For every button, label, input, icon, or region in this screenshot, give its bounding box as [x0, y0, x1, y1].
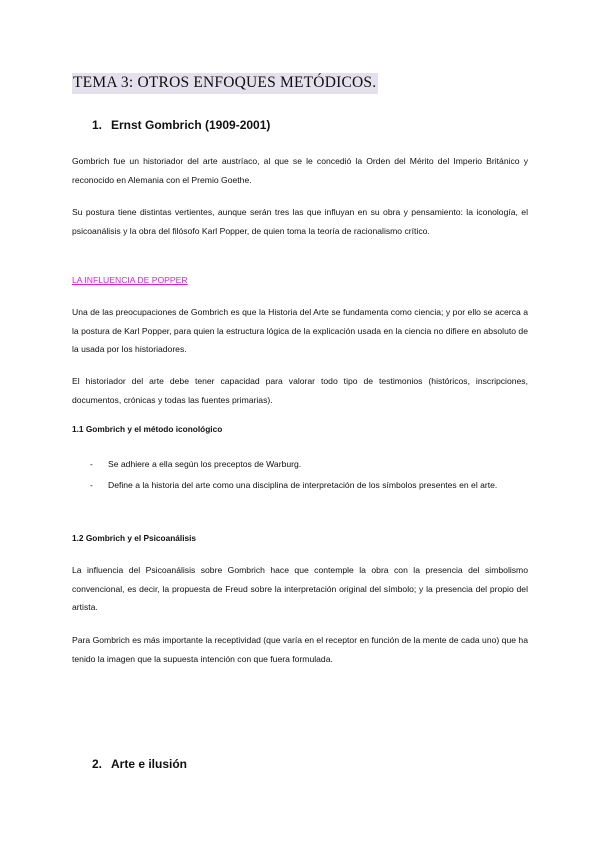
subsection-1-1-heading: 1.1 Gombrich y el método iconológico	[72, 424, 223, 434]
list-item	[90, 456, 528, 474]
page-title: TEMA 3: OTROS ENFOQUES METÓDICOS.	[72, 73, 378, 94]
list-item-text: Define a la historia del arte como una disciplina de interpretación de los símbolos presentes en el arte.	[108, 480, 498, 490]
section-1-heading	[92, 118, 270, 132]
list-item-text: Se adhiere a ella según los preceptos de Warburg.	[108, 459, 302, 469]
bullet-dash: -	[90, 459, 93, 469]
section-2-heading	[92, 757, 187, 771]
bullet-dash: -	[90, 480, 93, 490]
section-1-number: 1.	[92, 118, 103, 132]
section-2-title: Arte e ilusión	[111, 757, 188, 771]
paragraph-receptividad: Para Gombrich es más importante la receptividad (que varía en el receptor en función de la mente de cada uno) que ha tenido la imagen que la supuesta intención con que fuera formulada.	[72, 635, 528, 664]
paragraph-gombrich-postura: Su postura tiene distintas vertientes, aunque serán tres las que influyan en su obra y pensamiento: la iconología, el psicoanálisis y la obra del filósofo Karl Popper, de quien toma la teoría de racionalismo crítico.	[72, 207, 528, 236]
paragraph-popper-ciencia: Una de las preocupaciones de Gombrich es que la Historia del Arte se fundamenta como ciencia; y por ello se acerca a la postura de Karl Popper, para quien la estructura lógica de la explicación usada en la ciencia no difiere en absoluto de la usada por los historiadores.	[72, 307, 528, 354]
subsection-1-2-heading: 1.2 Gombrich y el Psicoanálisis	[72, 533, 197, 543]
paragraph-gombrich-bio: Gombrich fue un historiador del arte austríaco, al que se le concedió la Orden del Mérito del Imperio Británico y reconocido en Alemania con el Premio Goethe.	[72, 156, 528, 185]
paragraph-historiador-testimonios: El historiador del arte debe tener capacidad para valorar todo tipo de testimonios (históricos, inscripciones, documentos, crónicas y todas las fuentes primarias).	[72, 376, 528, 405]
list-item	[90, 477, 528, 495]
section-2-number: 2.	[92, 757, 103, 771]
section-1-title: Ernst Gombrich (1909-2001)	[111, 118, 271, 132]
paragraph-psicoanalisis: La influencia del Psicoanálisis sobre Gombrich hace que contemple la obra con la presencia del simbolismo convencional, es decir, la propuesta de Freud sobre la interpretación original del símbolo; y la presencia del propio del artista.	[72, 565, 528, 612]
popper-influence-link[interactable]: LA INFLUENCIA DE POPPER	[72, 275, 188, 285]
